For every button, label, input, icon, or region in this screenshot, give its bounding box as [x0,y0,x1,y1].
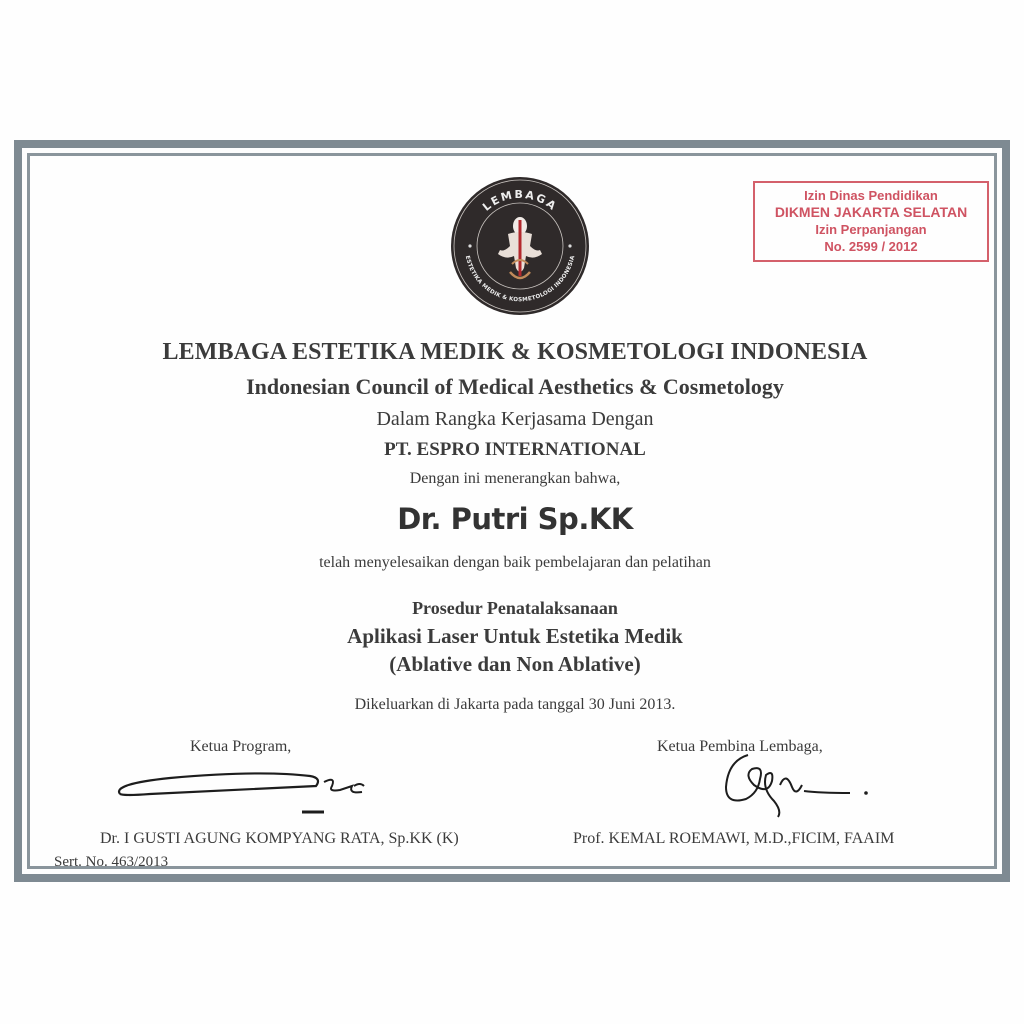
cooperation-line: Dalam Rangka Kerjasama Dengan [376,408,654,430]
left-signatory-role: Ketua Program, [190,738,292,755]
course-title-line-1: Prosedur Penatalaksanaan [412,598,618,618]
stamp-line-1: Izin Dinas Pendidikan [804,188,938,203]
stamp-line-2: DIKMEN JAKARTA SELATAN [774,204,968,220]
right-signature [710,741,890,821]
institution-name-english: Indonesian Council of Medical Aesthetics & Cosmetology [246,374,784,399]
certificate-inner-frame [27,153,997,869]
right-signatory-name: Prof. KEMAL ROEMAWI, M.D.,FICIM, FAAIM [573,830,895,847]
license-stamp [753,181,989,262]
certificate-number: Sert. No. 463/2013 [54,854,169,870]
course-title-line-3: (Ablative dan Non Ablative) [389,652,641,676]
issue-date-line: Dikeluarkan di Jakarta pada tanggal 30 Juni 2013. [354,696,676,713]
statement-line: Dengan ini menerangkan bahwa, [409,470,621,487]
lembaga-logo-seal [450,176,590,316]
left-signatory-name: Dr. I GUSTI AGUNG KOMPYANG RATA, Sp.KK (K) [100,830,459,847]
certificate-frame [14,140,1010,882]
left-signature [110,756,390,826]
right-signatory-role: Ketua Pembina Lembaga, [657,738,823,755]
recipient-name: Dr. Putri Sp.KK [397,502,633,536]
partner-name: PT. ESPRO INTERNATIONAL [384,439,646,460]
institution-name: LEMBAGA ESTETIKA MEDIK & KOSMETOLOGI INDONESIA [162,339,868,365]
stamp-line-3: Izin Perpanjangan [815,222,927,237]
completion-line: telah menyelesaikan dengan baik pembelajaran dan pelatihan [319,554,711,571]
logo-arc-bottom-text: ESTETIKA MEDIK & KOSMETOLOGI INDONESIA [463,255,577,304]
course-title-line-2: Aplikasi Laser Untuk Estetika Medik [347,624,683,648]
stamp-line-4: No. 2599 / 2012 [824,239,918,254]
logo-arc-top-text: LEMBAGA [480,187,560,214]
